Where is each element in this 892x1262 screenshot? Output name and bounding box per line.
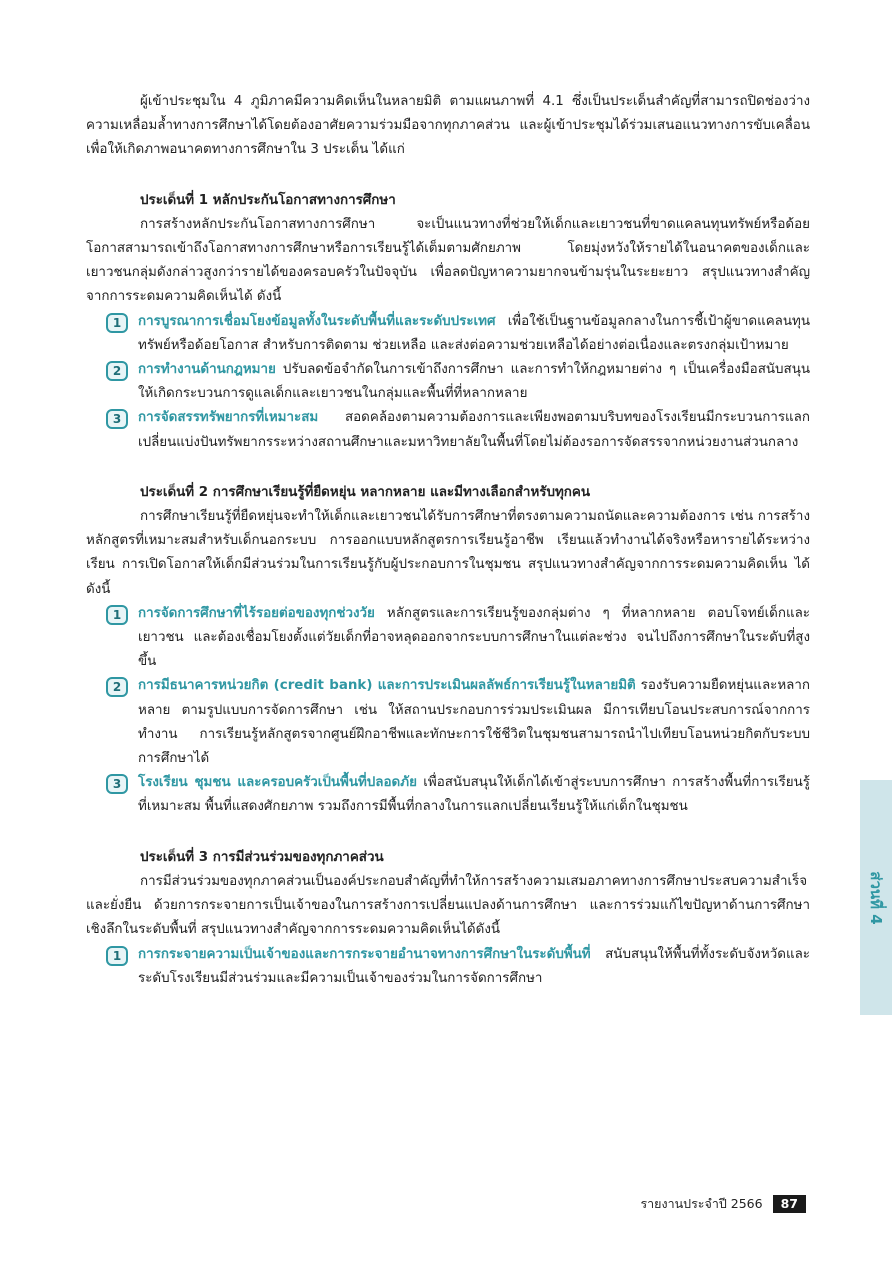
item-number-badge: 2 — [106, 677, 128, 697]
item-text: เพื่อสนับสนุนให้เด็กได้เข้าสู่ระบบการศึกษา การสร้างพื้นที่การเรียนรู้ที่เหมาะสม พื้นที่แสดงศักยภาพ รวมถึงการมีพื้นที่กลางในการแลกเปลี่ยนเรียนรู้ให้แก่เด็กในชุมชน — [138, 775, 810, 815]
item-highlight: การมีธนาคารหน่วยกิต (credit bank) และการประเมินผลลัพธ์การเรียนรู้ในหลายมิติ — [138, 678, 636, 694]
section-3 — [86, 846, 810, 991]
item-number-badge: 3 — [106, 774, 128, 794]
list-item — [86, 674, 810, 771]
list-item — [86, 406, 810, 454]
item-highlight: การทำงานด้านกฎหมาย — [138, 362, 276, 378]
list-item — [86, 943, 810, 991]
item-highlight: การบูรณาการเชื่อมโยงข้อมูลทั้งในระดับพื้นที่และระดับประเทศ — [138, 313, 496, 329]
list-item — [86, 310, 810, 358]
item-highlight: การจัดการศึกษาที่ไร้รอยต่อของทุกช่วงวัย — [138, 605, 375, 621]
item-text: สนับสนุนให้พื้นที่ทั้งระดับจังหวัดและระดับโรงเรียนมีส่วนร่วมและมีความเป็นเจ้าของร่วมในการจัดการศึกษา — [138, 946, 810, 986]
chapter-side-tab — [860, 780, 892, 1015]
footer-report-title: รายงานประจำปี 2566 — [640, 1196, 763, 1211]
item-highlight: การกระจายความเป็นเจ้าของและการกระจายอำนาจทางการศึกษาในระดับพื้นที่ — [138, 946, 591, 962]
item-highlight: การจัดสรรทรัพยากรที่เหมาะสม — [138, 410, 319, 426]
section-2 — [86, 481, 810, 820]
content-body — [86, 90, 810, 1017]
section-body: การสร้างหลักประกันโอกาสทางการศึกษา จะเป็นแนวทางที่ช่วยให้เด็กและเยาวชนที่ขาดแคลนทุนทรัพย์หรือด้อยโอกาสสามารถเข้าถึงโอกาสทางการศึกษาหรือการเรียนรู้ได้เต็มตามศักยภาพ โดยมุ่งหวังให้รายได้ในอนาคตของเด็กและเยาวชนกลุ่มดังกล่าวสูงกว่ารายได้ของครอบครัวในปัจจุบัน เพื่อลดปัญหาความยากจนข้ามรุ่นในระยะยาว สรุปแนวทางสำคัญจากการระดมความคิดเห็นได้ ดังนี้ — [86, 216, 810, 305]
item-highlight: โรงเรียน ชุมชน และครอบครัวเป็นพื้นที่ปลอดภัย — [138, 775, 417, 791]
item-text: เพื่อใช้เป็นฐานข้อมูลกลางในการชี้เป้าผู้ขาดแคลนทุนทรัพย์หรือด้อยโอกาส สำหรับการติดตาม ช่วยเหลือ และส่งต่อความช่วยเหลือได้อย่างต่อเนื่องและตรงกลุ่มเป้าหมาย — [138, 313, 810, 353]
list-item — [86, 602, 810, 675]
section-heading: ประเด็นที่ 1 หลักประกันโอกาสทางการศึกษา — [140, 192, 396, 208]
page-footer — [640, 1195, 806, 1213]
intro-paragraph: ผู้เข้าประชุมใน 4 ภูมิภาคมีความคิดเห็นในหลายมิติ ตามแผนภาพที่ 4.1 ซึ่งเป็นประเด็นสำคัญที่สามารถปิดช่องว่างความเหลื่อมล้ำทางการศึกษาได้โดยต้องอาศัยความร่วมมือจากทุกภาคส่วน และผู้เข้าประชุมได้ร่วมเสนอแนวทางการขับเคลื่อนเพื่อให้เกิดภาพอนาคตทางการศึกษาใน 3 ประเด็น ได้แก่ — [86, 94, 810, 158]
section-body: การศึกษาเรียนรู้ที่ยืดหยุ่นจะทำให้เด็กและเยาวชนได้รับการศึกษาที่ตรงตามความถนัดและความต้องการ เช่น การสร้างหลักสูตรที่เหมาะสมสำหรับเด็กนอกระบบ การออกแบบหลักสูตรการเรียนรู้อาชีพ เรียนแล้วทำงานได้จริงหรือหารายได้ระหว่างเรียน การเปิดโอกาสให้เด็กมีส่วนร่วมในการเรียนรู้กับผู้ประกอบการในชุมชน สรุปแนวทางสำคัญจากการระดมความคิดเห็น ได้ดังนี้ — [86, 509, 810, 597]
section-1 — [86, 189, 810, 455]
item-number-badge: 1 — [106, 313, 128, 333]
chapter-label: ส่วนที่ 4 — [867, 870, 885, 925]
section-heading: ประเด็นที่ 3 การมีส่วนร่วมของทุกภาคส่วน — [140, 849, 384, 865]
item-text: รองรับความยืดหยุ่นและหลากหลาย ตามรูปแบบการจัดการศึกษา เช่น ให้สถานประกอบการร่วมประเมินผล มีการเทียบโอนประสบการณ์จากการทำงาน การเรียนรู้หลักสูตรจากศูนย์ฝึกอาชีพและทักษะการใช้ชีวิตในชุมชนสามารถนำไปเทียบโอนหน่วยกิตกับระบบการศึกษาได้ — [138, 678, 810, 767]
item-text: สอดคล้องตามความต้องการและเพียงพอตามบริบทของโรงเรียนมีกระบวนการแลกเปลี่ยนแบ่งปันทรัพยากรระหว่างสถานศึกษาและมหาวิทยาลัยในพื้นที่โดยไม่ต้องรอการจัดสรรจากหน่วยงานส่วนกลาง — [138, 410, 810, 450]
list-item — [86, 358, 810, 406]
item-number-badge: 2 — [106, 361, 128, 381]
item-number-badge: 1 — [106, 946, 128, 966]
page-number: 87 — [773, 1195, 806, 1213]
list-item — [86, 771, 810, 819]
section-body: การมีส่วนร่วมของทุกภาคส่วนเป็นองค์ประกอบสำคัญที่ทำให้การสร้างความเสมอภาคทางการศึกษาประสบความสำเร็จและยั่งยืน ด้วยการกระจายการเป็นเจ้าของในการสร้างการเปลี่ยนแปลงด้านการศึกษา และการร่วมแก้ไขปัญหาด้านการศึกษาเชิงลึกในระดับพื้นที่ สรุปแนวทางสำคัญจากการระดมความคิดเห็นได้ดังนี้ — [86, 873, 810, 938]
item-text: หลักสูตรและการเรียนรู้ของกลุ่มต่าง ๆ ที่หลากหลาย ตอบโจทย์เด็กและเยาวชน และต้องเชื่อมโยงตั้งแต่วัยเด็กที่อาจหลุดออกจากระบบการศึกษาในแต่ละช่วง จนไปถึงการศึกษาในระดับที่สูงขึ้น — [138, 605, 810, 670]
section-heading: ประเด็นที่ 2 การศึกษาเรียนรู้ที่ยืดหยุ่น หลากหลาย และมีทางเลือกสำหรับทุกคน — [140, 484, 591, 500]
item-number-badge: 1 — [106, 605, 128, 625]
item-number-badge: 3 — [106, 409, 128, 429]
item-text: ปรับลดข้อจำกัดในการเข้าถึงการศึกษา และการทำให้กฎหมายต่าง ๆ เป็นเครื่องมือสนับสนุนให้เกิดกระบวนการดูแลเด็กและเยาวชนในกลุ่มและพื้นที่ที่หลากหลาย — [138, 362, 810, 402]
